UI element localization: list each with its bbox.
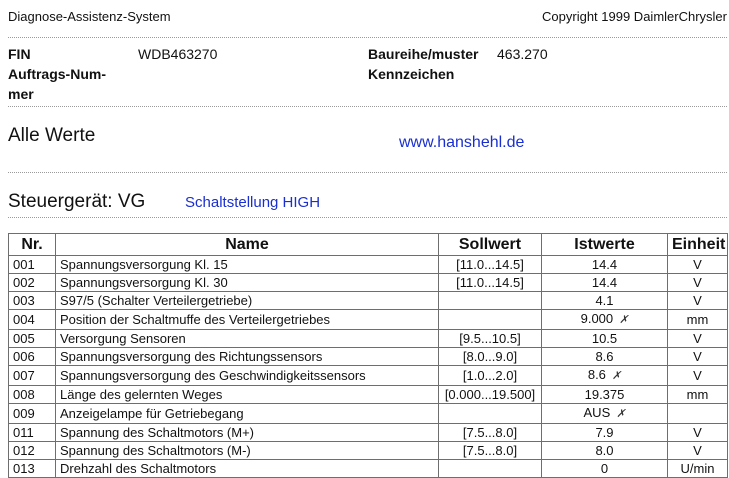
col-header-nr: Nr.: [9, 234, 56, 256]
values-table: [8, 233, 728, 478]
cell-sollwert-text: [9.5...10.5]: [459, 331, 521, 346]
cell-name: [56, 404, 439, 424]
auftrag-label-line2: mer: [8, 86, 34, 102]
cell-sollwert: [439, 256, 542, 274]
cell-istwert-text: 19.375: [584, 387, 625, 402]
cell-sollwert: [439, 442, 542, 460]
cell-einheit-text: V: [693, 275, 702, 290]
cell-istwert-text: 7.9: [595, 425, 614, 440]
check-mark-icon: ✗: [616, 408, 626, 420]
cell-name-text: Länge des gelernten Weges: [60, 387, 223, 402]
cell-nr-text: 009: [13, 406, 35, 421]
cell-nr: [9, 310, 56, 330]
vehicle-divider: [8, 106, 727, 107]
col-header-einheit: Einheit: [668, 234, 728, 256]
ecu-divider: [8, 217, 727, 218]
cell-istwert: [542, 274, 668, 292]
cell-sollwert: [439, 310, 542, 330]
cell-nr-text: 007: [13, 368, 35, 383]
cell-sollwert: [439, 366, 542, 386]
cell-istwert-text: 10.5: [591, 331, 618, 346]
cell-einheit: [668, 256, 728, 274]
cell-sollwert-text: [11.0...14.5]: [456, 257, 524, 272]
auftrag-label-line1: Auftrags-Num-: [8, 66, 106, 82]
website-link[interactable]: www.hanshehl.de: [399, 134, 525, 151]
fin-value: WDB463270: [138, 46, 218, 62]
header-divider: [8, 37, 727, 38]
col-header-istwerte: Istwerte: [542, 234, 668, 256]
cell-nr-text: 013: [13, 461, 35, 476]
cell-name-text: Spannungsversorgung des Richtungssensors: [60, 349, 323, 364]
cell-nr: [9, 256, 56, 274]
check-mark-icon: ✗: [619, 314, 629, 326]
table-row: [9, 274, 728, 292]
table-row: [9, 460, 728, 478]
cell-sollwert-text: [8.0...9.0]: [462, 349, 518, 364]
cell-name-text: Spannung des Schaltmotors (M+): [60, 425, 255, 440]
cell-nr-text: 004: [13, 312, 35, 327]
col-header-sollwert: Sollwert: [439, 234, 542, 256]
cell-name: [56, 274, 439, 292]
cell-nr: [9, 274, 56, 292]
cell-name-text: Spannung des Schaltmotors (M-): [60, 443, 251, 458]
table-row: [9, 424, 728, 442]
cell-nr-text: 001: [13, 257, 35, 272]
cell-sollwert: [439, 348, 542, 366]
cell-istwert: [542, 424, 668, 442]
baureihe-value: 463.270: [497, 46, 548, 62]
cell-nr-text: 006: [13, 349, 35, 364]
cell-nr-text: 002: [13, 275, 35, 290]
ecu-mode: Schaltstellung HIGH: [185, 194, 321, 211]
cell-einheit: [668, 460, 728, 478]
table-row: [9, 256, 728, 274]
cell-einheit-text: V: [693, 443, 702, 458]
cell-sollwert-text: [1.0...2.0]: [462, 368, 518, 383]
cell-istwert: [542, 292, 668, 310]
cell-einheit: [668, 274, 728, 292]
cell-nr: [9, 404, 56, 424]
cell-name: [56, 442, 439, 460]
cell-istwert: [542, 442, 668, 460]
cell-istwert-text: 4.1: [595, 293, 614, 308]
cell-sollwert: [439, 404, 542, 424]
cell-einheit: [668, 386, 728, 404]
app-title: Diagnose-Assistenz-System: [8, 9, 171, 24]
cell-sollwert: [439, 386, 542, 404]
cell-nr-text: 005: [13, 331, 35, 346]
check-mark-icon: ✗: [611, 370, 622, 382]
cell-sollwert-text: [0.000...19.500]: [444, 387, 536, 402]
cell-einheit: [668, 442, 728, 460]
cell-nr: [9, 366, 56, 386]
cell-istwert-text: 8.6: [587, 367, 606, 382]
cell-einheit-text: V: [693, 257, 702, 272]
cell-istwert-text: 14.4: [591, 257, 618, 272]
cell-einheit: [668, 330, 728, 348]
cell-einheit: [668, 348, 728, 366]
cell-nr: [9, 442, 56, 460]
cell-sollwert-text: [7.5...8.0]: [462, 425, 518, 440]
cell-nr: [9, 424, 56, 442]
cell-istwert-text: 14.4: [591, 275, 618, 290]
cell-name-text: Spannungsversorgung Kl. 30: [60, 275, 228, 290]
ecu-label: Steuergerät: VG: [8, 191, 146, 212]
cell-einheit-text: V: [693, 349, 702, 364]
cell-sollwert-text: [11.0...14.5]: [456, 275, 524, 290]
cell-istwert-text: AUS: [583, 405, 611, 420]
cell-einheit: [668, 424, 728, 442]
cell-istwert-text: 8.6: [595, 349, 614, 364]
table-row: [9, 292, 728, 310]
cell-einheit-text: V: [693, 368, 702, 383]
cell-name: [56, 292, 439, 310]
cell-einheit-text: V: [693, 425, 702, 440]
cell-sollwert: [439, 274, 542, 292]
cell-nr-text: 003: [13, 293, 35, 308]
cell-istwert: [542, 386, 668, 404]
cell-name: [56, 330, 439, 348]
cell-nr: [9, 348, 56, 366]
cell-name-text: Spannungsversorgung Kl. 15: [60, 257, 228, 272]
cell-name: [56, 366, 439, 386]
cell-name-text: S97/5 (Schalter Verteilergetriebe): [60, 293, 253, 308]
cell-name-text: Drehzahl des Schaltmotors: [60, 461, 217, 476]
cell-istwert-text: 8.0: [595, 443, 614, 458]
cell-nr: [9, 460, 56, 478]
cell-einheit: [668, 292, 728, 310]
cell-name-text: Spannungsversorgung des Geschwindigkeitssensors: [60, 368, 366, 383]
cell-einheit-text: V: [693, 331, 702, 346]
cell-name-text: Position der Schaltmuffe des Verteilergetriebes: [60, 312, 331, 327]
cell-nr-text: 008: [13, 387, 35, 402]
table-row: [9, 330, 728, 348]
cell-name: [56, 256, 439, 274]
table-row: [9, 386, 728, 404]
cell-einheit: [668, 366, 728, 386]
cell-einheit-text: U/min: [680, 461, 715, 476]
cell-nr: [9, 330, 56, 348]
table-row: [9, 310, 728, 330]
kennzeichen-label: Kennzeichen: [368, 66, 455, 82]
table-row: [9, 348, 728, 366]
cell-sollwert: [439, 292, 542, 310]
cell-sollwert: [439, 330, 542, 348]
cell-istwert: [542, 460, 668, 478]
cell-name: [56, 460, 439, 478]
cell-sollwert: [439, 424, 542, 442]
cell-name: [56, 424, 439, 442]
cell-name: [56, 310, 439, 330]
cell-sollwert-text: [7.5...8.0]: [462, 443, 518, 458]
section-title: Alle Werte: [8, 125, 96, 146]
cell-istwert: [542, 310, 668, 330]
table-row: [9, 404, 728, 424]
cell-einheit: [668, 404, 728, 424]
cell-name-text: Versorgung Sensoren: [60, 331, 186, 346]
cell-istwert: [542, 404, 668, 424]
cell-name: [56, 348, 439, 366]
cell-einheit-text: mm: [686, 387, 709, 402]
table-header-row: [9, 234, 728, 256]
cell-nr-text: 011: [13, 425, 34, 440]
baureihe-label: Baureihe/muster: [368, 46, 479, 62]
cell-nr: [9, 292, 56, 310]
cell-name: [56, 386, 439, 404]
col-header-name: Name: [56, 234, 439, 256]
cell-einheit: [668, 310, 728, 330]
cell-istwert: [542, 330, 668, 348]
table-row: [9, 366, 728, 386]
cell-istwert-text: 9.000: [580, 311, 614, 326]
cell-istwert: [542, 256, 668, 274]
section-divider: [8, 172, 727, 173]
table-row: [9, 442, 728, 460]
cell-nr-text: 012: [13, 443, 35, 458]
copyright-text: Copyright 1999 DaimlerChrysler: [542, 9, 727, 24]
cell-nr: [9, 386, 56, 404]
cell-einheit-text: mm: [686, 312, 709, 327]
cell-istwert-text: 0: [600, 461, 609, 476]
fin-label: FIN: [8, 46, 31, 62]
cell-sollwert: [439, 460, 542, 478]
cell-name-text: Anzeigelampe für Getriebegang: [60, 406, 244, 421]
cell-istwert: [542, 366, 668, 386]
cell-istwert: [542, 348, 668, 366]
cell-einheit-text: V: [693, 293, 702, 308]
